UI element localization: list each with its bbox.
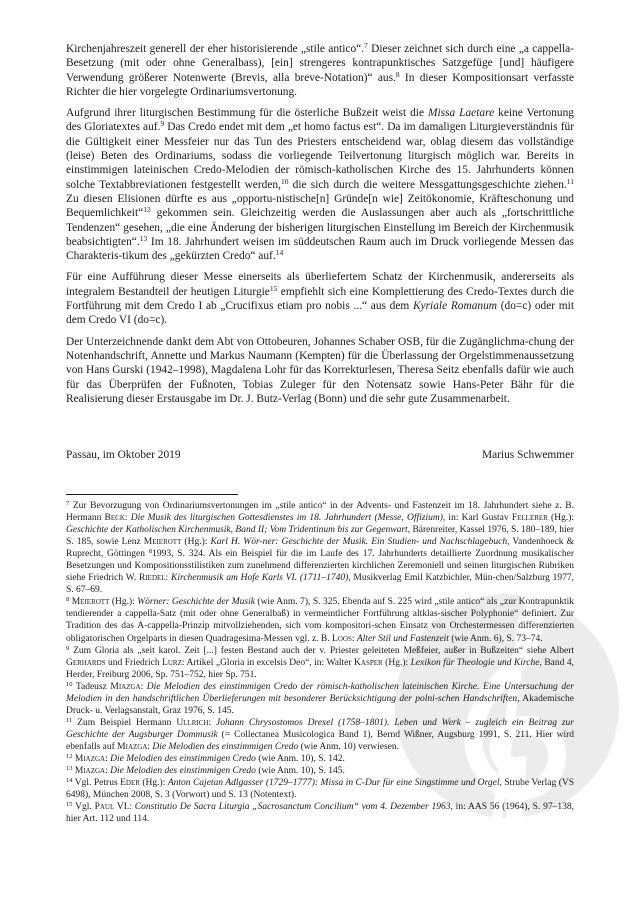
paragraph xyxy=(66,42,574,99)
text-run: , Musikverlag Emil Katzbichler, Mün-chen/Salzburg 1977, S. 67–69. xyxy=(66,573,575,596)
footnote-ref: 13 xyxy=(139,233,148,243)
text-run: (Hg.): xyxy=(109,597,138,608)
text-run: Zum Beispiel Hermann xyxy=(72,717,177,728)
footnote-ref: 9 xyxy=(160,119,165,129)
text-run: Im 18. Jahrhundert weisen im süddeutschen Raum auch im Druck vorliegende Messen das Charakteris-tikum des „gekürzten Credo“ auf. xyxy=(66,235,574,263)
footnote xyxy=(66,596,574,644)
italic-title: Johann Chrysostomos Drexel (1758–1801). Leben und Werk – zugleich ein Beitrag zur Geschichte der Augsburger Dommusik xyxy=(66,717,574,740)
footnote-ref: 8 xyxy=(148,548,153,556)
italic-title: Constitutio De Sacra Liturgia „Sacrosanctum Concilium“ vom 4. Dezember 1963 xyxy=(134,802,451,813)
author-surname: Riedel xyxy=(139,573,166,584)
footnote-number: 14 xyxy=(66,777,73,785)
author-surname: Eder xyxy=(120,778,140,789)
text-run: gekommen sein. Gleichzeitig werden die Auslassungen aber auch als „fortschrittliche Tendenzen“ gesehen, „die eine Änderung der bisherigen liturgischen Einstellung im Bereich der Kirchenmusik beabsichtigten“. xyxy=(66,207,574,248)
footnote-ref: 8 xyxy=(395,69,400,79)
author-surname: Paul VI. xyxy=(94,802,130,813)
text-run: Dieser zeichnet sich durch eine „a cappella-Besetzung (mit oder ohne Generalbass), [ein] strengeres kontrapunktisches Satzgefüge [und] häufigere Verwendung größerer Notenwerte (Brevis, alla breve-Notation)“ aus. xyxy=(66,43,574,84)
text-run: , Akademische Druck- u. Verlagsanstalt, Graz 1976, S. 145. xyxy=(66,693,574,716)
text-run: , in: Karl Gustav xyxy=(442,513,512,524)
footnote-number: 15 xyxy=(66,801,73,809)
text-run: Für eine Aufführung dieser Messe einerseits als überliefertem Schatz der Kirchenmusik, andererseits als integralem Bestandteil der heutigen Liturgie xyxy=(66,271,574,298)
italic-title: Wörner: Geschichte der Musik xyxy=(137,597,255,608)
text-run: , in: AAS 56 (1964), S. 97–138, hier Art. 112 und 114. xyxy=(66,802,574,825)
text-run: : Artikel „Gloria in excelsis Deo“, in: Walter xyxy=(181,657,355,668)
author-surname: Meierott xyxy=(143,537,182,548)
text-run: (Hg.): xyxy=(382,657,411,668)
footnote-separator xyxy=(66,494,238,495)
italic-title: Missa Laetare xyxy=(427,107,495,120)
text-run: Vgl. xyxy=(72,802,95,813)
footnote-ref: 10 xyxy=(280,176,289,186)
italic-title: Lexikon für Theologie und Kirche xyxy=(410,657,540,668)
italic-title: Anton Cajetan Adlgasser (1729–1777): Missa in C-Dur für eine Singstimme und Orgel xyxy=(167,778,500,789)
footnote-number: 8 xyxy=(66,596,70,604)
text-run: : xyxy=(124,513,131,524)
italic-title: Die Musik des liturgischen Gottesdienstes im 18. Jahrhundert (Messe, Offizium) xyxy=(130,513,443,524)
italic-title: Kyriale Romanum xyxy=(412,300,498,313)
text-run: : xyxy=(351,633,357,644)
text-run: (Hg.): xyxy=(181,537,211,548)
footnotes xyxy=(66,500,574,825)
author-surname: Miazga xyxy=(110,681,141,692)
italic-title: Kirchenmusik am Hofe Karls VI. (1711–1740) xyxy=(171,573,349,584)
footnote-number: 9 xyxy=(66,644,70,652)
text-run: : xyxy=(129,802,135,813)
italic-title: Geschichte der Katholischen Kirchenmusik, Band II; Vom Tridentinum bis zur Gegenwart xyxy=(66,525,408,536)
text-run: Zum Gloria als „seit karol. Zeit [...] festen Bestand auch der v. Priester geleiteten Meßfeier, außer in Bußzeiten“ siehe Albert xyxy=(69,645,574,656)
text-run: (= Collectanea Musicologica Band 1), Bernd Wißner, Augsburg 1991, S. 211. Hier wird ebenfalls auf xyxy=(66,729,575,752)
text-run: (wie Anm. 6), S. 73–74. xyxy=(448,633,543,644)
text-run: (wie Anm. 10), S. 145. xyxy=(255,766,345,777)
footnote xyxy=(66,765,574,777)
author-surname: Gerhards xyxy=(66,657,106,668)
text-run: , Strube Verlag (VS 6498), München 2008, S. 3 (Vorwort) und S. 13 (Notentext). xyxy=(66,778,574,801)
text-run: : xyxy=(165,573,171,584)
footnote-number: 10 xyxy=(66,680,73,688)
italic-title: Die Melodien des einstimmigen Credo der römisch-katholischen lateinischen Kirche. Eine Untersuchung der Melodien in den handschriftlichen Überlieferungen mit besonderer Berücksichtigung der polni-schen Handschriften xyxy=(66,681,574,704)
text-run: Zu diesen Elisionen dürfte es aus „opportu-nistische[n] Gründe[n wie] Zeitökonomie, Kräfteschonung und Bequemlichkeit“ xyxy=(66,192,574,220)
italic-title: Die Melodien des einstimmigen Credo xyxy=(110,766,256,777)
footnote-number: 13 xyxy=(66,765,73,773)
text-run: Zur Bevorzugung von Ordinariumsvertonungen im „stile antico“ in der Advents- und Fastenzeit im 18. Jahrhundert siehe z. B. Hermann xyxy=(66,501,574,524)
text-run: (wie Anm. 7), S. 325. Ebenda auf S. 225 wird „stile antico“ als „zur Kontrapunktik tendierender a cappella-Satz (mit oder ohne Generalbaß) in vermeintlicher Fortführung altklas-sischer Polyphonie“ definiert. Zur Tradition des das A-cappella-Prinzip mitvollziehenden, sich vom kompositori-schen Einsatz von Orchestermessen differenzierten obligatorischen Orgelparts in diesen Quadragesima-Messen vgl. z. B. xyxy=(66,597,575,644)
text-run: (Hg.): xyxy=(547,513,575,524)
footnote-number: 12 xyxy=(66,752,73,760)
text-run: , Bärenreiter, Kassel 1976, S. 180–189, hier S. 185, sowie Lenz xyxy=(66,525,574,548)
footnote xyxy=(66,717,574,753)
text-run: Das Credo endet mit dem „et homo factus est“. Da im damaligen Liturgieverständnis für die Gültigkeit einer Messfeier nur das Tun des Priesters entscheidend war, oblag diesem das vollständige (leise) Beten des Ordinariums, sodass die vorliegende Teilvertonung liturgisch möglich war. Bereits in einstimmigen lateinischen Credo-Melodien der römisch-katholischen Kirche des 15. Jahrhunderts können solche Textabbreviationen festgestellt werden, xyxy=(66,121,574,191)
text-run: In dieser Kompositionsart verfasste Richter die hier vorgelegte Ordinariumsvertonung. xyxy=(66,71,574,98)
footnote-ref: 14 xyxy=(275,248,284,258)
text-run: Vgl. Petrus xyxy=(72,778,121,789)
text-run: keine Vertonung des Gloriatextes auf. xyxy=(66,107,574,134)
footnote xyxy=(66,801,574,825)
footnote xyxy=(66,645,574,681)
footnote-ref: 12 xyxy=(143,205,151,215)
paragraph xyxy=(66,335,574,406)
footnote-ref: 7 xyxy=(364,41,368,50)
text-run: Aufgrund ihrer liturgischen Bestimmung für die österliche Bußzeit weist die xyxy=(66,107,428,120)
text-run: , Band 4, Herder, Freiburg 2006, Sp. 751–752, hier Sp. 751. xyxy=(66,657,574,680)
text-run: : xyxy=(140,681,147,692)
italic-title: Die Melodien des einstimmigen Credo xyxy=(110,753,256,764)
text-run: Kirchenjahreszeit generell der eher historisierende „stile antico“. xyxy=(66,43,365,55)
italic-title: Die Melodien des einstimmigen Credo xyxy=(152,741,299,752)
footnote-number: 11 xyxy=(66,716,73,724)
signature-row xyxy=(66,448,574,462)
author-surname: Meierott xyxy=(71,597,110,608)
footnote xyxy=(66,753,574,765)
text-run: (do=c) oder mit dem Credo VI (do=c). xyxy=(66,300,574,327)
italic-title: Karl H. Wör-ner: Geschichte der Musik. Ein Studien- und Nachschlagebuch xyxy=(210,537,508,548)
text-run: (Hg.): xyxy=(139,778,168,789)
text-run: : xyxy=(208,717,216,728)
author-surname: Beck xyxy=(104,513,125,524)
author-surname: Lurz xyxy=(162,657,182,668)
text-run: (wie Anm. 10) verwiesen. xyxy=(298,741,400,752)
text-run: : xyxy=(147,741,153,752)
text-run: (wie Anm. 10), S. 142. xyxy=(255,753,345,764)
text-run: die sich durch die weitere Messgattungsgeschichte ziehen. xyxy=(288,178,567,191)
text-run: , Vandenhoeck & Ruprecht, Göttingen xyxy=(66,537,574,560)
text-run: : xyxy=(105,766,111,777)
author-surname: Ullrich xyxy=(176,717,209,728)
text-run: Tadeusz xyxy=(72,681,111,692)
author-surname: Kasper xyxy=(354,657,383,668)
text-run: und Friedrich xyxy=(105,657,163,668)
author-name: Marius Schwemmer xyxy=(481,449,574,461)
footnote xyxy=(66,500,574,596)
author-surname: Miazga xyxy=(117,741,148,752)
author-surname: Miazga xyxy=(74,753,106,764)
text-run: empfiehlt sich eine Komplettierung des Credo-Textes durch die Fortführung mit dem Credo I ab „Crucifixus etiam pro nobis ...“ aus dem xyxy=(66,285,574,313)
author-surname: Miazga xyxy=(74,766,106,777)
footnote-ref: 15 xyxy=(269,283,278,293)
footnote-number: 7 xyxy=(66,500,70,507)
place-date: Passau, im Oktober 2019 xyxy=(66,449,181,461)
text-run: 1993, S. 324. Als ein Beispiel für die im Laufe des 17. Jahrhunderts detaillierte Zuordnung musikalischer Besetzungen und Kompositionsstilistiken zum zunehmend differenzierten kirchlichen Zeremoniell und seinen liturgischen Rubriken siehe Friedrich W. xyxy=(66,549,574,584)
paragraph xyxy=(66,270,574,327)
text-run: : xyxy=(105,753,111,764)
footnote-ref: 11 xyxy=(566,176,574,186)
footnote xyxy=(66,777,574,801)
author-surname: Fellerer xyxy=(511,513,548,524)
body-text xyxy=(66,42,574,413)
paragraph xyxy=(66,106,574,263)
footnote xyxy=(66,681,574,717)
author-surname: Loos xyxy=(332,633,352,644)
text-run: Der Unterzeichnende dankt dem Abt von Ottobeuren, Johannes Schaber OSB, für die Zugänglichma-chung der Notenhandschrift, Annette und Markus Naumann (Kempten) für die Überlassung der Orgelstimmenaussetzung von Hans Gurski (1942–1998), Magdalena Lohr für das Korrekturlesen, Theresa Seitz ebenfalls dafür wie auch für das Überprüfen der Fußnoten, Tobias Zuleger für den Notensatz sowie Hans-Peter Bähr für die Realisierung dieser Erstausgabe im Dr. J. Butz-Verlag (Bonn) und die sehr gute Zusammenarbeit. xyxy=(66,335,574,405)
italic-title: Alter Stil und Fastenzeit xyxy=(356,633,449,644)
